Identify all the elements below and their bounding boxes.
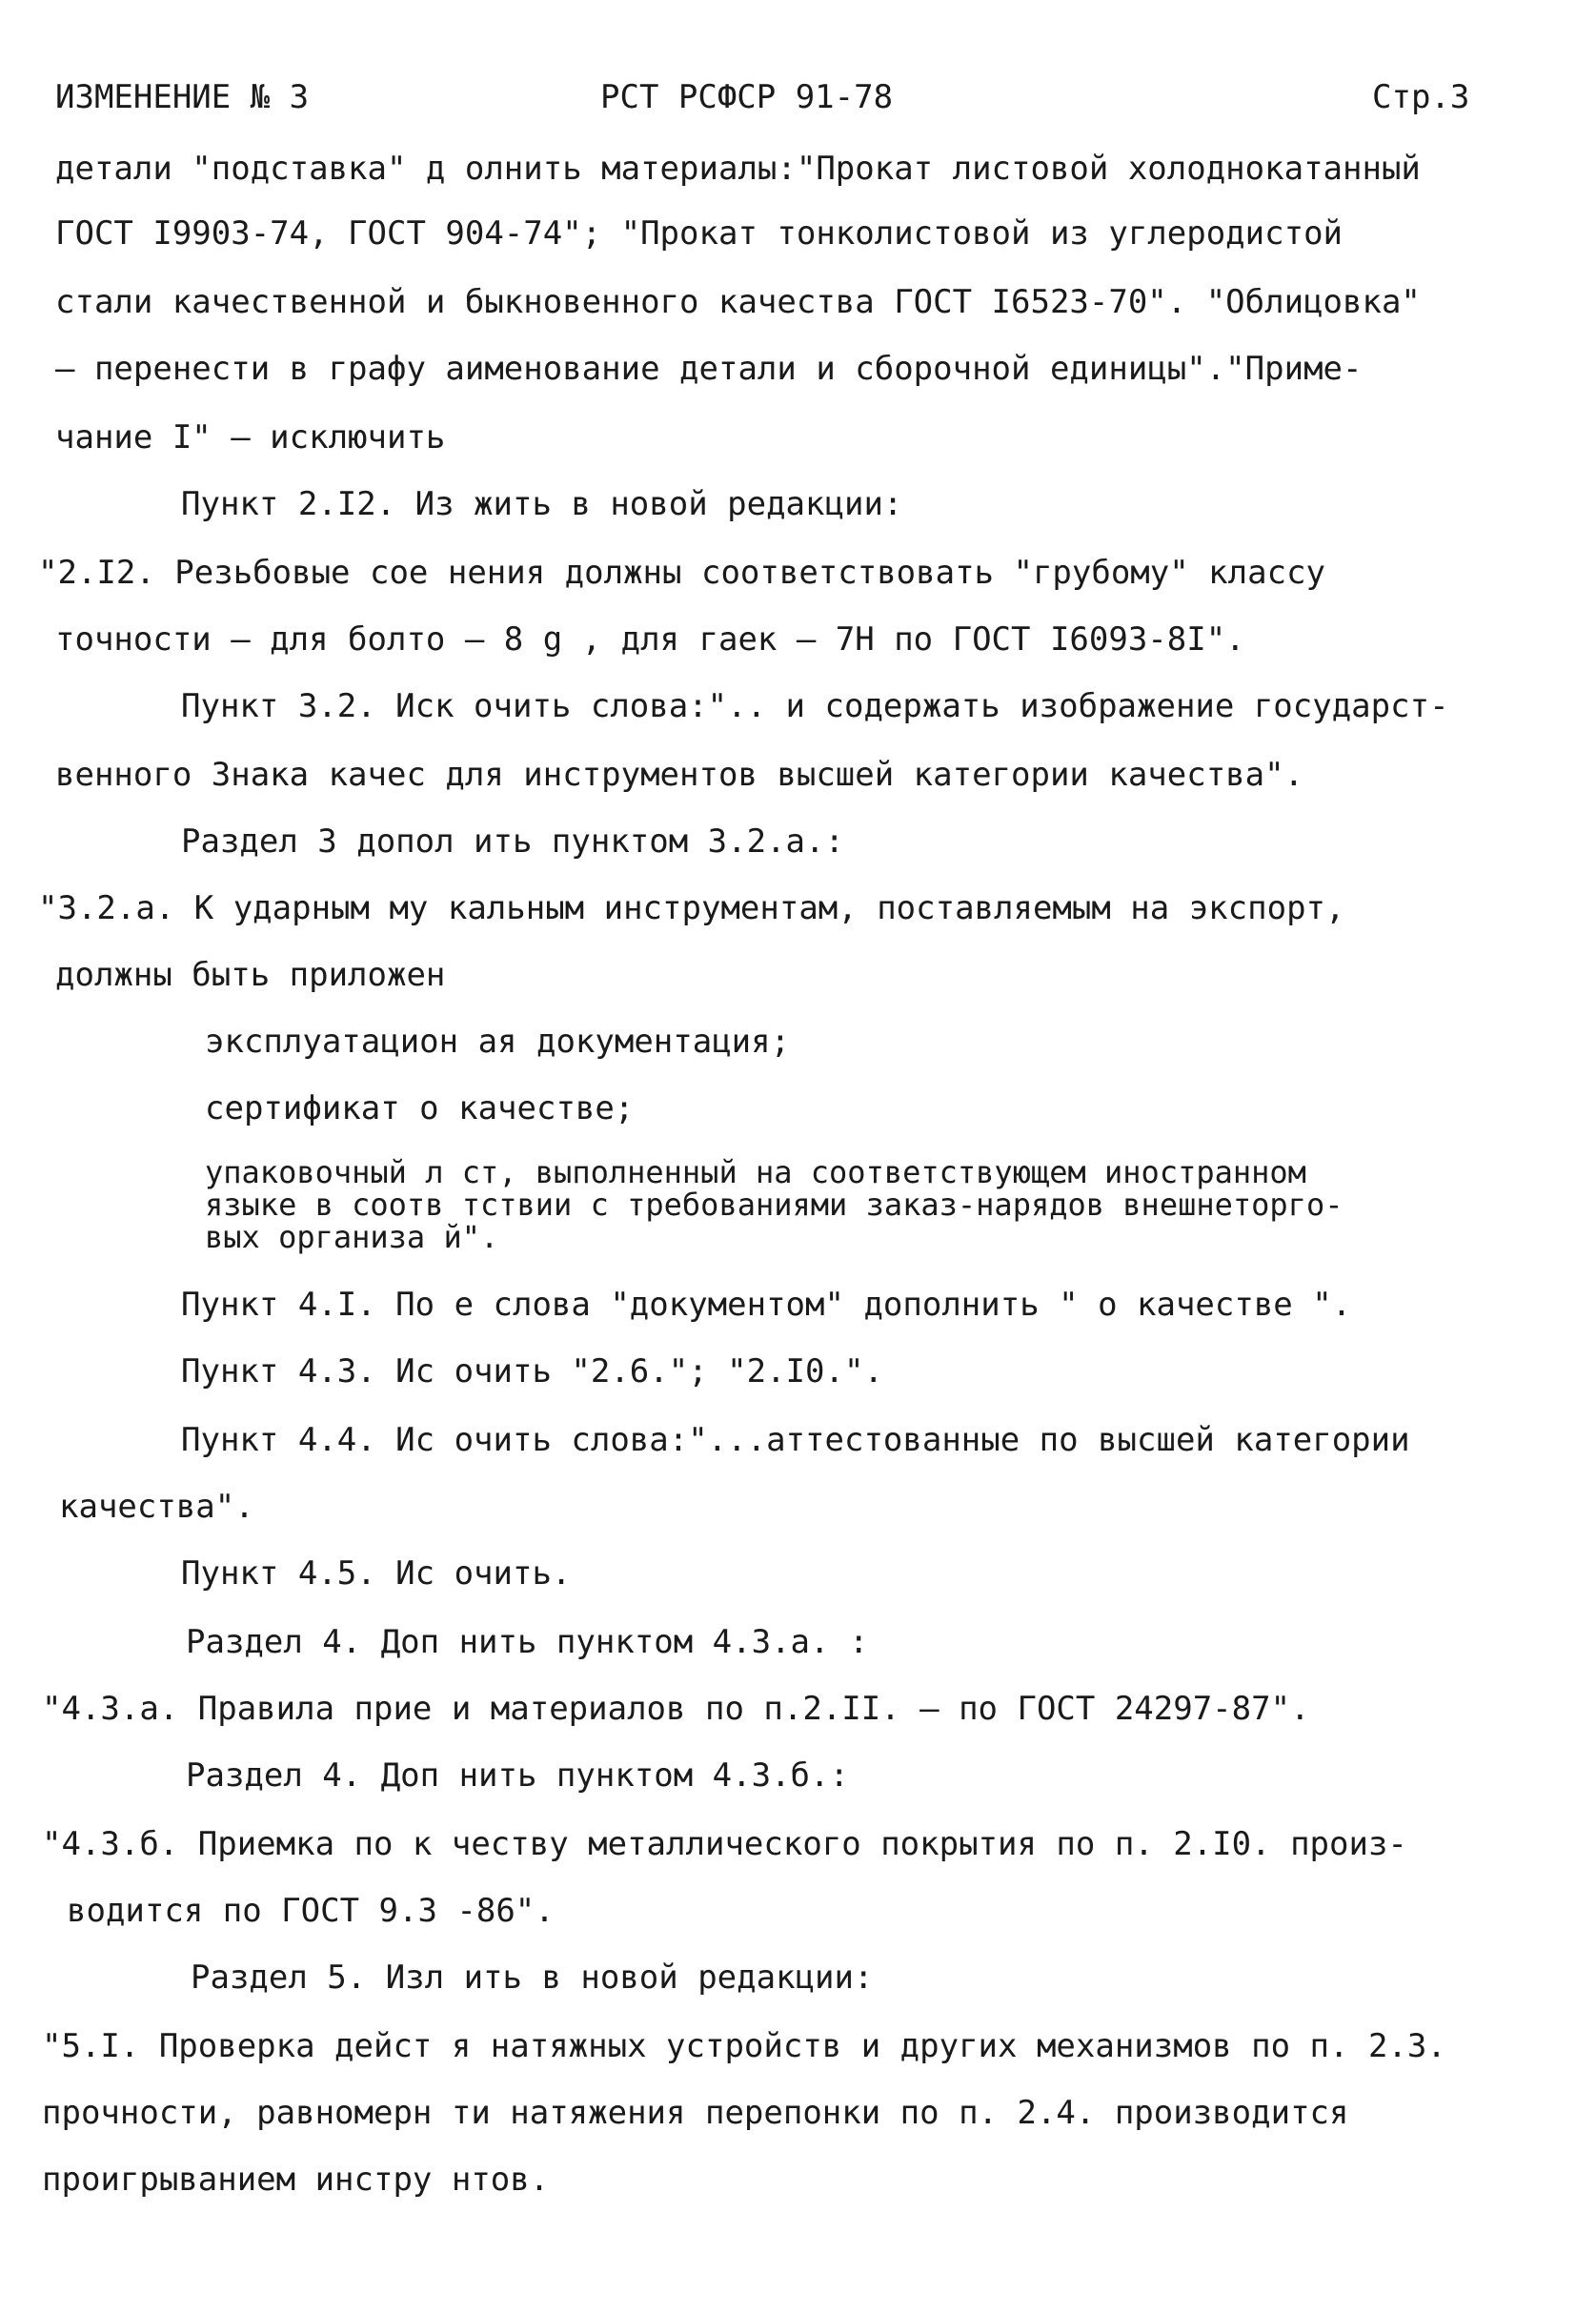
text-line: упаковочный л ст, выполненный на соответствующем иностранном: [205, 1154, 1306, 1190]
text-line: водится по ГОСТ 9.3 -86".: [67, 1892, 555, 1930]
text-line: "3.2.а. К ударным му кальным инструментам, поставляемым на экспорт,: [38, 889, 1345, 927]
text-line: "5.I. Проверка дейст я натяжных устройств и других механизмов по п. 2.3.: [42, 2027, 1446, 2065]
text-line: эксплуатацион ая документация;: [205, 1023, 791, 1061]
text-line: прочности, равномерн ти натяжения перепонки по п. 2.4. производится: [42, 2094, 1349, 2132]
text-line: "4.3.б. Приемка по к честву металлического покрытия по п. 2.I0. произ-: [42, 1825, 1407, 1863]
text-line: проигрыванием инстру нтов.: [42, 2161, 550, 2199]
page-number: Стр.3: [1372, 78, 1470, 116]
text-line: детали "подставка" д олнить материалы:"Прокат листовой холоднокатанный: [55, 150, 1421, 188]
text-line: – перенести в графу аименование детали и сборочной единицы"."Приме-: [55, 350, 1363, 388]
text-line: качества".: [59, 1488, 254, 1526]
text-line: Пункт 3.2. Иск очить слова:".. и содержать изображение государст-: [181, 687, 1449, 725]
text-line: вых организа й".: [205, 1219, 499, 1255]
text-line: "2.I2. Резьбовые сое нения должны соответствовать "грубому" классу: [38, 554, 1326, 592]
text-line: должны быть приложен: [55, 956, 446, 994]
text-line: точности – для болто – 8 g , для гаек – 7Н по ГОСТ I6093-8I".: [55, 620, 1245, 659]
text-line: Раздел 4. Доп нить пунктом 4.3.б.:: [186, 1756, 849, 1795]
text-line: стали качественной и быкновенного качества ГОСТ I6523-70". "Облицовка": [55, 283, 1421, 321]
text-line: Пункт 4.5. Ис очить.: [181, 1554, 572, 1593]
text-line: венного Знака качес для инструментов высшей категории качества".: [55, 756, 1304, 794]
text-line: сертификат о качестве;: [205, 1089, 635, 1127]
text-line: Пункт 4.I. По е слова "документом" дополнить " о качестве ".: [181, 1286, 1352, 1324]
text-line: Пункт 4.3. Ис очить "2.6."; "2.I0.".: [181, 1352, 883, 1390]
text-line: Раздел 5. Изл ить в новой редакции:: [191, 1959, 874, 1997]
text-line: ГОСТ I9903-74, ГОСТ 904-74"; "Прокат тонколистовой из углеродистой: [55, 214, 1343, 253]
text-line: "4.3.а. Правила прие и материалов по п.2.II. – по ГОСТ 24297-87".: [42, 1690, 1310, 1728]
text-line: языке в соотв тствии с требованиями заказ-нарядов внешнеторго-: [205, 1187, 1343, 1223]
text-line: Раздел 4. Доп нить пунктом 4.3.а. :: [186, 1623, 869, 1661]
standard-code: РСТ РСФСР 91-78: [600, 78, 894, 116]
text-line: Раздел 3 допол ить пунктом 3.2.а.:: [181, 822, 844, 861]
change-number: ИЗМЕНЕНИЕ № 3: [55, 78, 310, 116]
text-line: чание I" – исключить: [55, 418, 446, 457]
text-line: Пункт 2.I2. Из жить в новой редакции:: [181, 485, 903, 523]
text-line: Пункт 4.4. Ис очить слова:"...аттестованные по высшей категории: [181, 1421, 1410, 1459]
